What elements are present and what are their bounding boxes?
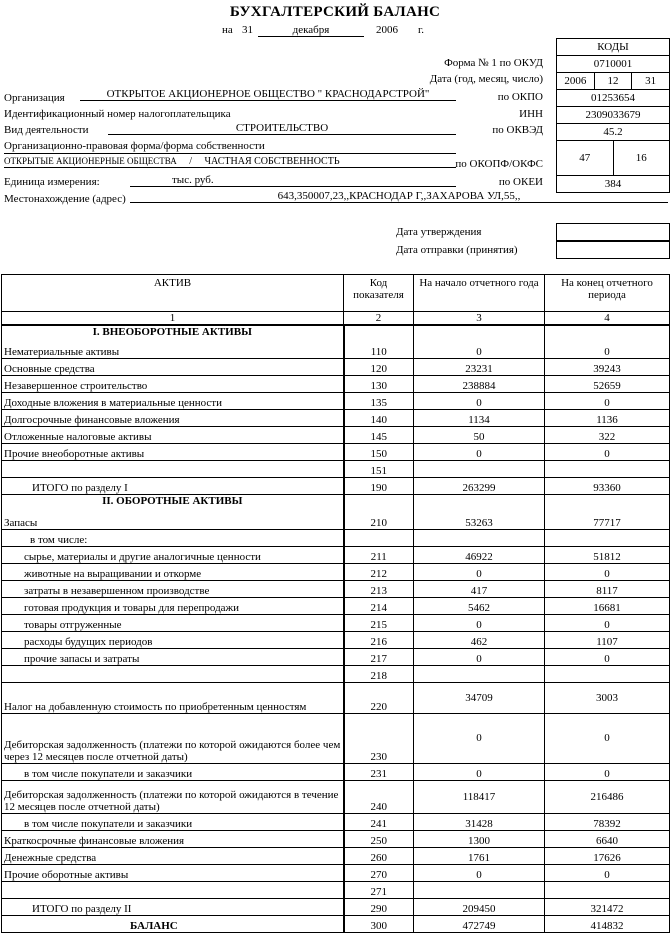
row-end-value: 93360 (545, 477, 670, 494)
row-end-value: 0 (545, 443, 670, 460)
table-row (2, 597, 670, 614)
table-row (2, 780, 670, 813)
okved-code: 45.2 (557, 124, 669, 141)
row-start-value: 34709 (414, 682, 545, 713)
section-title: II. ОБОРОТНЫЕ АКТИВЫ (2, 494, 344, 511)
date-codes (557, 73, 669, 90)
row-start-value: 209450 (414, 898, 545, 915)
inn-code: 2309033679 (557, 107, 669, 124)
row-code: 151 (344, 460, 414, 477)
org-label: Организация (4, 92, 65, 104)
ownership-value: ЧАСТНАЯ СОБСТВЕННОСТЬ (204, 156, 340, 167)
row-name: Денежные средства (2, 847, 344, 864)
table-row (2, 580, 670, 597)
activity-value: СТРОИТЕЛЬСТВО (108, 122, 456, 135)
col-number-4: 4 (545, 312, 670, 326)
section-start-cell (414, 325, 545, 341)
row-end-value (545, 460, 670, 477)
row-code: 214 (344, 597, 414, 614)
table-row (2, 426, 670, 443)
row-end-value: 3003 (545, 682, 670, 713)
row-code: 300 (344, 915, 414, 932)
table-row (2, 511, 670, 529)
row-start-value: 0 (414, 864, 545, 881)
row-end-value: 52659 (545, 375, 670, 392)
table-row (2, 563, 670, 580)
table-row (2, 392, 670, 409)
row-name: животные на выращивании и откорме (2, 563, 344, 580)
row-end-value: 0 (545, 341, 670, 358)
row-code: 260 (344, 847, 414, 864)
table-row (2, 529, 670, 546)
section-start-cell (414, 494, 545, 511)
row-start-value: 0 (414, 341, 545, 358)
report-day: 31 (242, 24, 253, 36)
row-code: 270 (344, 864, 414, 881)
date-prefix: на (222, 24, 233, 36)
row-end-value (545, 529, 670, 546)
row-start-value: 0 (414, 563, 545, 580)
table-row (2, 713, 670, 763)
row-end-value: 78392 (545, 813, 670, 830)
table-row (2, 460, 670, 477)
row-end-value: 0 (545, 713, 670, 763)
row-start-value: 0 (414, 763, 545, 780)
approve-date-label: Дата утверждения (396, 226, 482, 238)
row-name: расходы будущих периодов (2, 631, 344, 648)
row-start-value: 53263 (414, 511, 545, 529)
row-code: 150 (344, 443, 414, 460)
row-start-value: 462 (414, 631, 545, 648)
okopf-label: по ОКОПФ/ОКФС (455, 158, 543, 170)
table-row (2, 546, 670, 563)
row-code: 231 (344, 763, 414, 780)
row-code: 220 (344, 682, 414, 713)
approve-date-field (556, 223, 670, 241)
row-code: 213 (344, 580, 414, 597)
col-header-asset: АКТИВ (2, 275, 344, 312)
row-start-value (414, 529, 545, 546)
row-name (2, 460, 344, 477)
row-code: 130 (344, 375, 414, 392)
row-code: 110 (344, 341, 414, 358)
table-row (2, 443, 670, 460)
row-end-value: 1136 (545, 409, 670, 426)
table-row (2, 864, 670, 881)
okud-label: Форма № 1 по ОКУД (444, 57, 543, 69)
table-header (2, 275, 670, 312)
okfs-code: 16 (635, 152, 647, 164)
row-start-value: 5462 (414, 597, 545, 614)
codes-box (556, 38, 670, 193)
table-row (2, 358, 670, 375)
address-label: Местонахождение (адрес) (4, 193, 126, 205)
row-end-value: 39243 (545, 358, 670, 375)
section-code-cell (344, 325, 414, 341)
row-start-value: 1761 (414, 847, 545, 864)
row-name: Прочие внеоборотные активы (2, 443, 344, 460)
okud-code: 0710001 (557, 56, 669, 73)
row-start-value: 1300 (414, 830, 545, 847)
section-end-cell (545, 494, 670, 511)
col-header-start: На начало отчетного года (414, 275, 545, 312)
row-code: 240 (344, 780, 414, 813)
row-end-value: 6640 (545, 830, 670, 847)
okpo-label: по ОКПО (497, 91, 543, 103)
row-name: Доходные вложения в материальные ценности (2, 392, 344, 409)
row-start-value (414, 881, 545, 898)
org-name: ОТКРЫТОЕ АКЦИОНЕРНОЕ ОБЩЕСТВО " КРАСНОДАРСТРОЙ" (80, 88, 456, 101)
row-name: готовая продукция и товары для перепродажи (2, 597, 344, 614)
row-name: в том числе покупатели и заказчики (2, 813, 344, 830)
row-end-value (545, 665, 670, 682)
col-number-2: 2 (344, 312, 414, 326)
row-end-value: 1107 (545, 631, 670, 648)
row-name (2, 665, 344, 682)
row-name: Запасы (2, 511, 344, 529)
row-name: товары отгруженные (2, 614, 344, 631)
row-start-value: 0 (414, 713, 545, 763)
row-code: 241 (344, 813, 414, 830)
date-year-code: 2006 (557, 73, 595, 89)
row-end-value: 0 (545, 392, 670, 409)
row-name: Основные средства (2, 358, 344, 375)
okei-label: по ОКЕИ (498, 176, 543, 188)
row-code: 120 (344, 358, 414, 375)
row-code: 218 (344, 665, 414, 682)
row-code: 230 (344, 713, 414, 763)
table-row (2, 830, 670, 847)
row-end-value: 8117 (545, 580, 670, 597)
row-end-value: 0 (545, 648, 670, 665)
row-name: Налог на добавленную стоимость по приобретенным ценностям (2, 682, 344, 713)
col-number-3: 3 (414, 312, 545, 326)
row-end-value: 0 (545, 563, 670, 580)
section-end-cell (545, 325, 670, 341)
row-name: Долгосрочные финансовые вложения (2, 409, 344, 426)
table-row (2, 631, 670, 648)
unit-value: тыс. руб. (130, 174, 456, 187)
row-code: 250 (344, 830, 414, 847)
section-code-cell (344, 494, 414, 511)
row-name: затраты в незавершенном производстве (2, 580, 344, 597)
row-end-value: 51812 (545, 546, 670, 563)
codes-title: КОДЫ (557, 39, 669, 56)
okopf-codes (557, 141, 669, 176)
table-row (2, 648, 670, 665)
row-name: Нематериальные активы (2, 341, 344, 358)
row-code: 190 (344, 477, 414, 494)
balance-table (1, 274, 670, 933)
row-start-value: 263299 (414, 477, 545, 494)
row-code: 216 (344, 631, 414, 648)
row-start-value: 46922 (414, 546, 545, 563)
report-month: декабря (258, 24, 364, 37)
report-year-suffix: г. (418, 24, 425, 36)
col-number-1: 1 (2, 312, 344, 326)
row-start-value: 472749 (414, 915, 545, 932)
row-code: 290 (344, 898, 414, 915)
row-code: 135 (344, 392, 414, 409)
okei-code: 384 (557, 176, 669, 193)
okved-label: по ОКВЭД (492, 124, 543, 136)
row-start-value: 0 (414, 443, 545, 460)
row-code: 212 (344, 563, 414, 580)
row-start-value: 417 (414, 580, 545, 597)
col-header-end: На конец отчетного периода (545, 275, 670, 312)
okpo-code: 01253654 (557, 90, 669, 107)
form-line (4, 141, 456, 154)
row-start-value (414, 460, 545, 477)
form-label: Организационно-правовая форма/форма собственности (4, 140, 265, 152)
row-name: сырье, материалы и другие аналогичные ценности (2, 546, 344, 563)
row-name (2, 881, 344, 898)
section-title: I. ВНЕОБОРОТНЫЕ АКТИВЫ (2, 325, 344, 341)
row-code: 217 (344, 648, 414, 665)
row-name: Дебиторская задолженность (платежи по которой ожидаются более чем через 12 месяцев после отчетной даты) (2, 713, 344, 763)
row-end-value: 322 (545, 426, 670, 443)
row-name: Краткосрочные финансовые вложения (2, 830, 344, 847)
section-header-row (2, 325, 670, 341)
row-code: 271 (344, 881, 414, 898)
date-month-code: 12 (595, 73, 633, 89)
okopf-code: 47 (557, 141, 614, 175)
row-code: 140 (344, 409, 414, 426)
table-row (2, 898, 670, 915)
row-code (344, 529, 414, 546)
section-header-row (2, 494, 670, 511)
activity-label: Вид деятельности (4, 124, 89, 136)
row-end-value (545, 881, 670, 898)
row-code: 145 (344, 426, 414, 443)
row-end-value: 77717 (545, 511, 670, 529)
row-code: 211 (344, 546, 414, 563)
unit-label: Единица измерения: (4, 176, 100, 188)
table-row (2, 682, 670, 713)
table-row (2, 881, 670, 898)
form-value: ОТКРЫТЫЕ АКЦИОНЕРНЫЕ ОБЩЕСТВА (4, 156, 177, 166)
row-start-value: 31428 (414, 813, 545, 830)
row-end-value: 321472 (545, 898, 670, 915)
row-name: ИТОГО по разделу I (2, 477, 344, 494)
page-title: БУХГАЛТЕРСКИЙ БАЛАНС (229, 4, 441, 20)
row-end-value: 414832 (545, 915, 670, 932)
row-name: Незавершенное строительство (2, 375, 344, 392)
row-code: 210 (344, 511, 414, 529)
report-year: 2006 (376, 24, 398, 36)
column-numbers (2, 312, 670, 326)
table-row (2, 614, 670, 631)
row-code: 215 (344, 614, 414, 631)
row-start-value: 238884 (414, 375, 545, 392)
row-end-value: 0 (545, 864, 670, 881)
row-start-value: 118417 (414, 780, 545, 813)
row-name: ИТОГО по разделу II (2, 898, 344, 915)
col-header-code: Код показателя (344, 275, 414, 312)
row-name: Отложенные налоговые активы (2, 426, 344, 443)
table-row (2, 813, 670, 830)
row-start-value: 0 (414, 614, 545, 631)
row-name: в том числе: (2, 529, 344, 546)
row-start-value: 0 (414, 392, 545, 409)
table-row (2, 915, 670, 932)
date-day-code: 31 (645, 75, 657, 87)
row-end-value: 0 (545, 763, 670, 780)
table-row (2, 341, 670, 358)
form-separator: / (189, 156, 193, 167)
inn-full-label: Идентификационный номер налогоплательщика (4, 108, 231, 120)
form-value-row (4, 156, 456, 168)
row-name: БАЛАНС (2, 915, 344, 932)
table-row (2, 763, 670, 780)
row-end-value: 16681 (545, 597, 670, 614)
row-end-value: 216486 (545, 780, 670, 813)
row-name: в том числе покупатели и заказчики (2, 763, 344, 780)
row-end-value: 0 (545, 614, 670, 631)
row-start-value: 0 (414, 648, 545, 665)
table-row (2, 375, 670, 392)
row-end-value: 17626 (545, 847, 670, 864)
address-value: 643,350007,23,,КРАСНОДАР Г,,ЗАХАРОВА УЛ,55,, (130, 190, 668, 203)
inn-label: ИНН (519, 108, 543, 120)
table-row (2, 665, 670, 682)
table-row (2, 847, 670, 864)
row-start-value: 50 (414, 426, 545, 443)
send-date-label: Дата отправки (принятия) (396, 244, 518, 256)
table-row (2, 477, 670, 494)
row-start-value: 23231 (414, 358, 545, 375)
date-label: Дата (год, месяц, число) (429, 73, 543, 85)
row-start-value: 1134 (414, 409, 545, 426)
send-date-field (556, 241, 670, 259)
row-name: прочие запасы и затраты (2, 648, 344, 665)
table-row (2, 409, 670, 426)
row-start-value (414, 665, 545, 682)
row-name: Прочие оборотные активы (2, 864, 344, 881)
row-name: Дебиторская задолженность (платежи по которой ожидаются в течение 12 месяцев после отчетной даты) (2, 780, 344, 813)
